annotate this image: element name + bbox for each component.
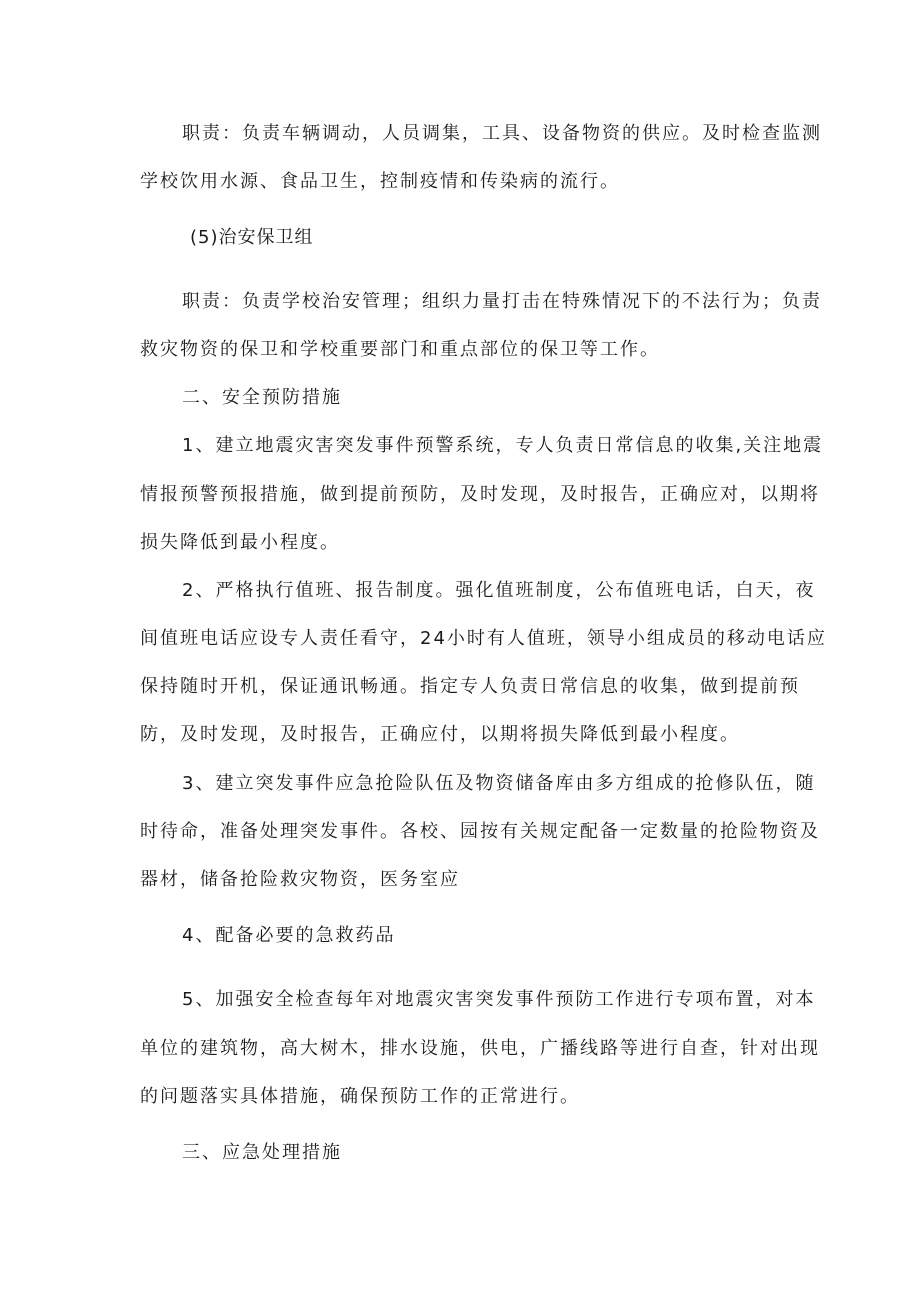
paragraph-line: 器材，储备抢险救灾物资，医务室应: [140, 869, 460, 890]
paragraph-line: 的问题落实具体措施，确保预防工作的正常进行。: [140, 1086, 580, 1107]
paragraph-line: 防，及时发现，及时报告，正确应付，以期将损失降低到最小程度。: [140, 724, 740, 745]
section-heading: 三、应急处理措施: [182, 1142, 342, 1163]
paragraph-line: 3、建立突发事件应急抢险队伍及物资储备库由多方组成的抢修队伍，随: [182, 773, 816, 794]
paragraph-line: 间值班电话应设专人责任看守，24小时有人值班，领导小组成员的移动电话应: [140, 628, 827, 649]
paragraph-line: 单位的建筑物，高大树木，排水设施，供电，广播线路等进行自查，针对出现: [140, 1038, 820, 1059]
paragraph-line: 情报预警预报措施，做到提前预防，及时发现，及时报告，正确应对，以期将: [140, 484, 820, 505]
paragraph-line: 时待命，准备处理突发事件。各校、园按有关规定配备一定数量的抢险物资及: [140, 821, 820, 842]
paragraph-line: 救灾物资的保卫和学校重要部门和重点部位的保卫等工作。: [140, 339, 660, 360]
paragraph-line: 4、配备必要的急救药品: [182, 925, 396, 946]
paragraph-line: 保持随时开机，保证通讯畅通。指定专人负责日常信息的收集，做到提前预: [140, 676, 800, 697]
paragraph-line: 职责：负责学校治安管理；组织力量打击在特殊情况下的不法行为；负责: [182, 291, 822, 312]
paragraph-line: 职责：负责车辆调动，人员调集，工具、设备物资的供应。及时检查监测: [182, 123, 822, 144]
section-subheading: (5)治安保卫组: [190, 227, 314, 248]
paragraph-line: 学校饮用水源、食品卫生，控制疫情和传染病的流行。: [140, 171, 620, 192]
paragraph-line: 2、严格执行值班、报告制度。强化值班制度，公布值班电话，白天，夜: [182, 580, 816, 601]
section-heading: 二、安全预防措施: [182, 387, 342, 408]
paragraph-line: 5、加强安全检查每年对地震灾害突发事件预防工作进行专项布置，对本: [182, 989, 816, 1010]
paragraph-line: 损失降低到最小程度。: [140, 532, 340, 553]
paragraph-line: 1、建立地震灾害突发事件预警系统，专人负责日常信息的收集,关注地震: [182, 435, 824, 456]
